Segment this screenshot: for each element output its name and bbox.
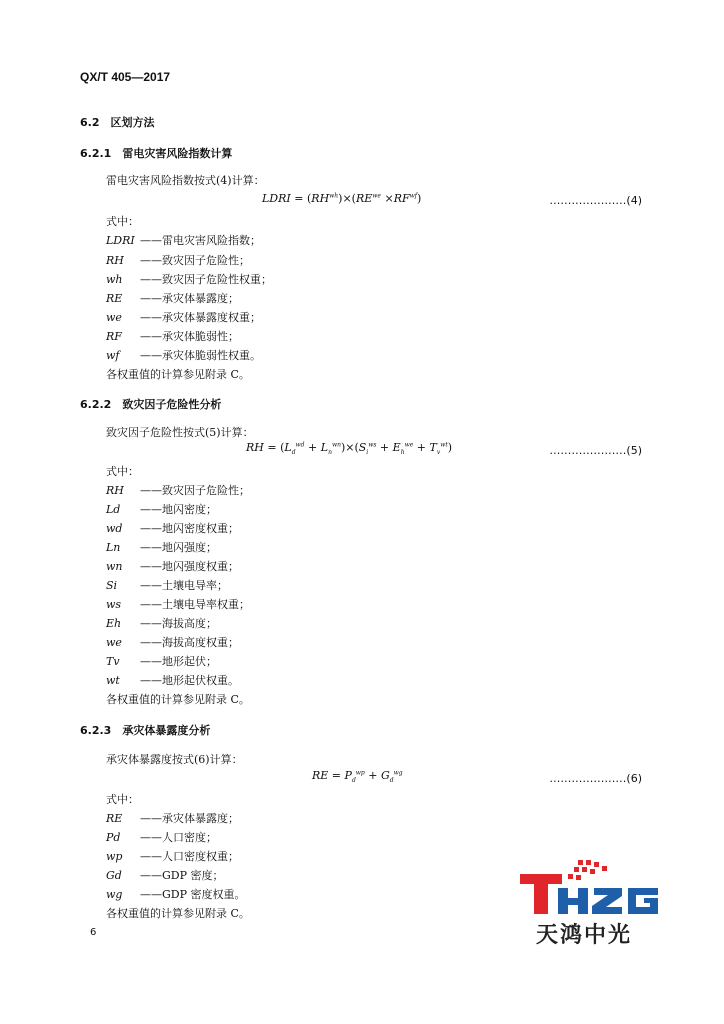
s621-def-0: LDRI ——雷电灾害风险指数； [106,234,261,247]
s622-def-5: Si ——土壤电导率； [106,579,228,592]
s622-note: 各权重值的计算参见附录 C。 [106,693,250,706]
formula-4: LDRI = $(RH^{wh})\times(RE^{we} \times RF^{wf})$ [262,192,422,205]
section-6-2-3-title: 6.2.3 承灾体暴露度分析 [80,724,211,737]
section-6-2-2-title: 6.2.2 致灾因子危险性分析 [80,398,222,411]
formula-5: RH = $(L_d^{wd} + L_n^{wn})\times(S_i^{ws} + E_h^{we} + T_v^{wt})$ [246,441,453,457]
formula-6-number: …………………(6) [549,772,642,785]
s622-def-10: wt ——地形起伏权重。 [106,674,239,687]
s622-where: 式中： [106,465,139,478]
s622-def-7: Eh ——海拔高度； [106,617,217,630]
s621-def-2: wh ——致灾因子危险性权重； [106,273,272,286]
s623-def-0: RE ——承灾体暴露度； [106,812,239,825]
section-6-2-title: 6.2 区划方法 [80,116,155,129]
s621-intro: 雷电灾害风险指数按式(4)计算： [106,174,265,187]
s621-def-6: wf ——承灾体脆弱性权重。 [106,349,261,362]
s622-def-6: ws ——土壤电导率权重； [106,598,250,611]
s622-def-0: RH ——致灾因子危险性； [106,484,250,497]
s621-where: 式中： [106,215,139,228]
s622-def-9: Tv ——地形起伏； [106,655,217,668]
s623-def-1: Pd ——人口密度； [106,831,217,844]
s622-def-1: Ld ——地闪密度； [106,503,217,516]
section-6-2-1-title: 6.2.1 雷电灾害风险指数计算 [80,147,233,160]
s623-where: 式中： [106,793,139,806]
s621-def-4: we ——承灾体暴露度权重； [106,311,261,324]
s623-def-3: Gd ——GDP 密度； [106,869,224,882]
logo-chinese-name: 天鸿中光 [536,923,633,948]
formula-5-number: …………………(5) [549,444,642,457]
standard-number: QX/T 405—2017 [80,70,171,84]
s622-def-2: wd ——地闪密度权重； [106,522,239,535]
s622-def-8: we ——海拔高度权重； [106,636,239,649]
page-number: 6 [90,927,97,938]
s621-note: 各权重值的计算参见附录 C。 [106,368,250,381]
s623-note: 各权重值的计算参见附录 C。 [106,907,250,920]
formula-6: RE = $P_d^{wp} + G_d^{wg}$ [312,769,403,785]
s622-def-4: wn ——地闪强度权重； [106,560,239,573]
s623-intro: 承灾体暴露度按式(6)计算： [106,753,243,766]
s622-intro: 致灾因子危险性按式(5)计算： [106,426,254,439]
s621-def-5: RF ——承灾体脆弱性； [106,330,239,343]
formula-4-number: …………………(4) [549,194,642,207]
s623-def-2: wp ——人口密度权重； [106,850,239,863]
s621-def-1: RH ——致灾因子危险性； [106,254,250,267]
thzg-logo [518,858,660,948]
s623-def-4: wg ——GDP 密度权重。 [106,888,246,901]
s622-def-3: Ln ——地闪强度； [106,541,217,554]
s621-def-3: RE ——承灾体暴露度； [106,292,239,305]
